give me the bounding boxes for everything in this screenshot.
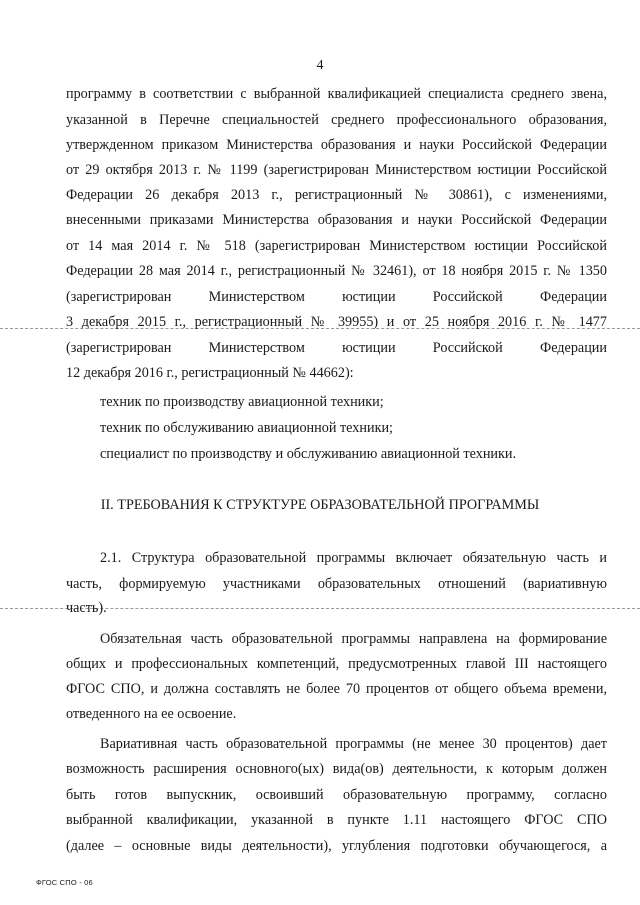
text-line: ФГОС СПО, и должна составлять не более 70 процентов от общего объема времени,: [66, 681, 607, 697]
text-line: быть готов выпускник, освоивший образовательную программу, согласно: [66, 787, 607, 803]
text-line: 2.1. Структура образовательной программы включает обязательную часть и: [100, 550, 607, 566]
text-line: отведенного на ее освоение.: [66, 706, 237, 722]
list-item: техник по производству авиационной техники;: [100, 394, 384, 410]
text-line: 12 декабря 2016 г., регистрационный № 44662):: [66, 365, 354, 381]
text-line: программу в соответствии с выбранной квалификацией специалиста среднего звена,: [66, 86, 607, 102]
text-line: 3 декабря 2015 г., регистрационный № 39955) и от 25 ноября 2016 г. № 1477: [66, 314, 607, 330]
footer-code: ФГОС СПО - 06: [36, 878, 93, 887]
text-line: общих и профессиональных компетенций, предусмотренных главой III настоящего: [66, 656, 607, 672]
text-line: утвержденном приказом Министерства образования и науки Российской Федерации: [66, 137, 607, 153]
list-item: техник по обслуживанию авиационной техники;: [100, 420, 393, 436]
text-line: Федерации 26 декабря 2013 г., регистрационный № 30861), с изменениями,: [66, 187, 607, 203]
text-line: указанной в Перечне специальностей среднего профессионального образования,: [66, 112, 607, 128]
section-heading: II. ТРЕБОВАНИЯ К СТРУКТУРЕ ОБРАЗОВАТЕЛЬНОЙ ПРОГРАММЫ: [100, 497, 540, 513]
text-line: (далее – основные виды деятельности), углубления подготовки обучающегося, а: [66, 838, 607, 854]
text-line: часть, формируемую участниками образовательных отношений (вариативную: [66, 576, 607, 592]
text-line: Вариативная часть образовательной программы (не менее 30 процентов) дает: [100, 736, 607, 752]
text-line: выбранной квалификации, указанной в пункте 1.11 настоящего ФГОС СПО: [66, 812, 607, 828]
text-line: (зарегистрирован Министерством юстиции Российской Федерации: [66, 340, 607, 356]
text-line: от 14 мая 2014 г. № 518 (зарегистрирован Министерством юстиции Российской: [66, 238, 607, 254]
page-number: 4: [316, 58, 324, 73]
text-line: Федерации 28 мая 2014 г., регистрационный № 32461), от 18 ноября 2015 г. № 1350: [66, 263, 607, 279]
text-line: возможность расширения основного(ых) вида(ов) деятельности, к которым должен: [66, 761, 607, 777]
text-line: (зарегистрирован Министерством юстиции Российской Федерации: [66, 289, 607, 305]
text-line: от 29 октября 2013 г. № 1199 (зарегистрирован Министерством юстиции Российской: [66, 162, 607, 178]
text-line: Обязательная часть образовательной программы направлена на формирование: [100, 631, 607, 647]
list-item: специалист по производству и обслуживанию авиационной техники.: [100, 446, 517, 462]
text-line: часть).: [66, 600, 107, 616]
text-line: внесенными приказами Министерства образования и науки Российской Федерации: [66, 212, 607, 228]
